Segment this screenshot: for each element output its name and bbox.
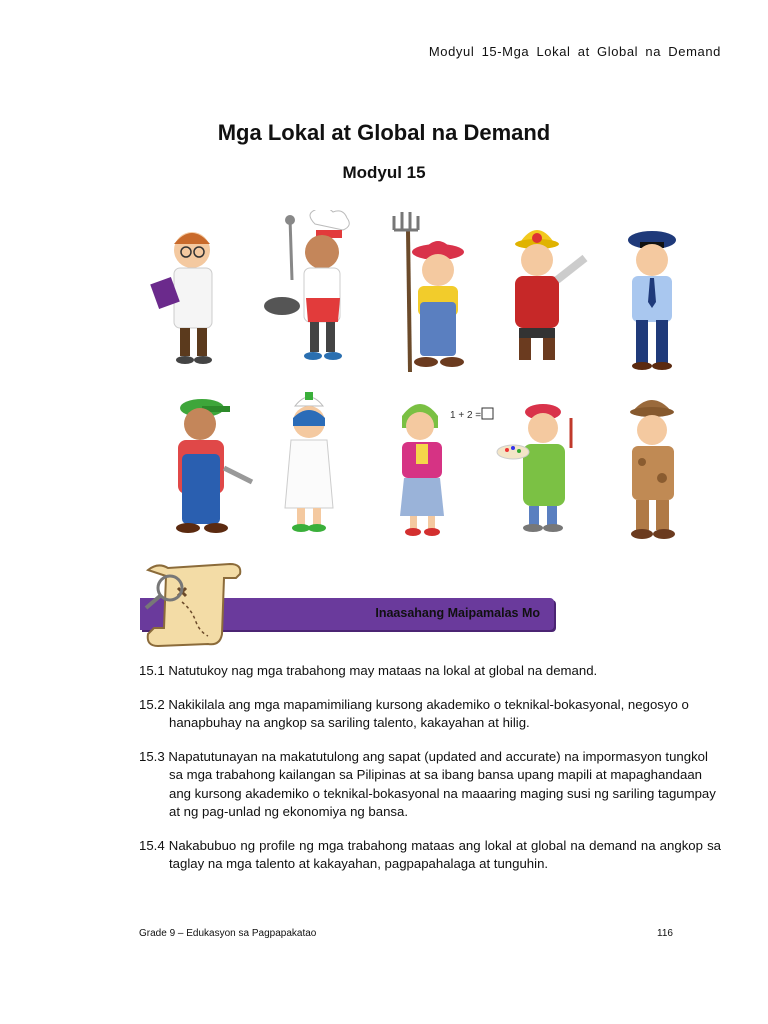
objective-text: Nakikilala ang mga mapamimiliang kursong akademiko o teknikal-bokasyonal, negosyo o hanapbuhay na angkop sa sariling talento, kakayahan at hilig. — [168, 696, 689, 730]
objective-item — [139, 696, 721, 733]
objectives-banner — [138, 558, 558, 650]
objective-item — [139, 748, 721, 822]
running-header: Modyul 15-Mga Lokal at Global na Demand — [428, 44, 721, 59]
board-text: 1 + 2 = — [450, 410, 482, 421]
module-subtitle: Modyul 15 — [342, 163, 426, 182]
footer-course: Grade 9 – Edukasyon sa Pagpapakatao — [139, 928, 317, 939]
painter-figure — [497, 404, 571, 532]
objective-item — [139, 837, 721, 874]
objective-text: Nakabubuo ng profile ng mga trabahong mataas ang lokal at global na demand na angkop sa taglay na mga talento at kakayahan, pagpapahalaga at tunguhin. — [168, 837, 721, 871]
objective-number: 15.1 — [139, 663, 165, 678]
firefighter-figure — [515, 230, 585, 360]
objective-number: 15.4 — [139, 837, 165, 853]
mechanic-figure — [176, 399, 252, 533]
police-officer-figure — [628, 231, 676, 370]
objectives-list — [139, 662, 721, 889]
farmer-figure — [394, 212, 464, 372]
occupations-illustration — [140, 210, 700, 540]
objective-text: Napatutunayan na makatutulong ang sapat (updated and accurate) na impormasyon tungkol sa mga trabahong kailangan sa Pilipinas at sa ibang bansa upang mapili at mapaghandaan ang kursong akademiko o teknikal-bokasyonal na maaaring maging susi ng sariling tagumpay at ng pag-unlad ng ekonomiya ng bansa. — [168, 748, 716, 819]
doctor-figure — [150, 232, 212, 364]
objective-text: Natutukoy nag mga trabahong may mataas na lokal at global na demand. — [168, 663, 598, 678]
page-number: 116 — [657, 928, 673, 939]
objective-number: 15.3 — [139, 748, 165, 764]
banner-label: Inaasahang Maipamalas Mo — [375, 606, 540, 620]
teacher-figure — [400, 404, 493, 536]
objective-number: 15.2 — [139, 696, 165, 712]
chef-figure — [264, 210, 349, 360]
soldier-figure — [630, 400, 675, 539]
page-title: Mga Lokal at Global na Demand — [217, 120, 551, 145]
nurse-figure — [285, 392, 333, 532]
scroll-map-icon — [138, 558, 250, 650]
objective-item — [139, 662, 721, 681]
